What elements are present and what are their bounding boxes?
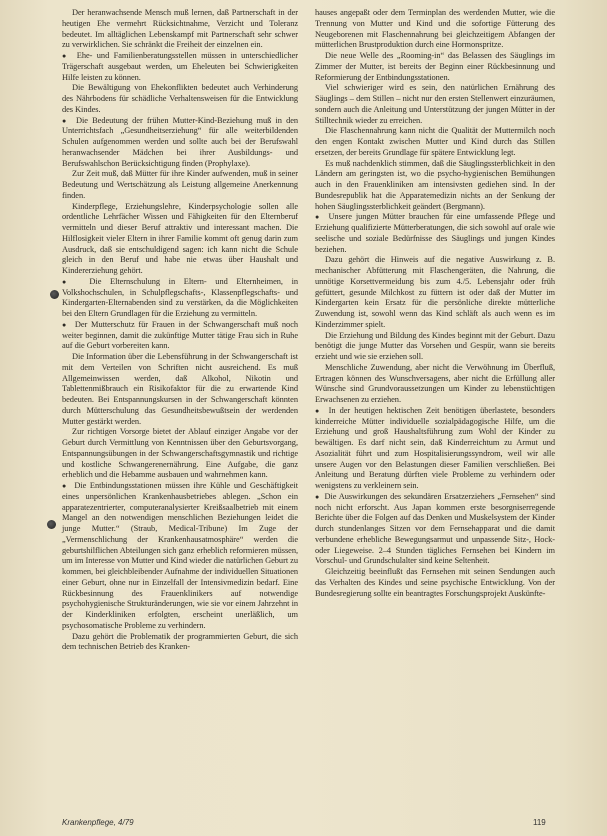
page-number: 119 <box>533 818 546 827</box>
paragraph: Zur Zeit muß, daß Mütter für ihre Kinder aufwenden, muß in seiner Bedeutung und Wertschätzung als Leistung allgemeine Anerkennung finden. <box>62 169 298 200</box>
bullet-paragraph: ● Die Auswirkungen des sekundären Ersatzerziehers „Fernsehen“ sind noch nicht erforscht. Aus Japan kommen erste besorgniserregende Berichte über die Folgen auf das Denken und Muskelsystem der Kinder durch stundenlanges Sitzen vor dem Fernsehapparat und die damit verbundene erhebliche Bewegungsarmut und unpassende Sitz-, Hock- oder Liegeweise. 2–4 Stunden tägliches Fernsehen bei Kindern im Vorschul- und Grundschulalter sind keine Seltenheit. <box>315 492 555 567</box>
paragraph: hauses angepaßt oder dem Terminplan des werdenden Mutter, wie die Trennung von Mutter und Kind und die sofortige Fütterung des Neugeborenen mit Flaschennahrung bei gleichzeitigem Abfangen der mütterlichen Brustproduktion durch eine Hormonspritze. <box>315 8 555 50</box>
paragraph: Dazu gehört die Problematik der programmierten Geburt, die sich dem technischen Betrieb des Kranken- <box>62 631 298 652</box>
paragraph: Die Bewältigung von Ehekonflikten bedeutet auch Verhinderung des Nährbodens für schädliche Verhaltensweisen für die Entwicklung des Kindes. <box>62 83 298 114</box>
paragraph: Zur richtigen Vorsorge bietet der Ablauf einziger Angabe vor der Geburt durch Vermittlung von Kenntnissen über den Geburtsvorgang, Entspannungsübungen in der Schwangerschaftsgymnastik und richtige und kostliche Schwangerenernährung. Eine Aufgabe, die ganz erheblich und die Hebamme ausbauen und wahrnehmen kann. <box>62 427 298 480</box>
binder-hole-icon <box>50 290 59 299</box>
paragraph: Viel schwieriger wird es sein, den natürlichen Ernährung des Säuglings – dem Stillen – nicht nur den ersten Stellenwert einzuräumen, sondern auch die Anleitung und Unterstützung der jungen Mütter in der Stilltechnik wieder zu erreichen. <box>315 83 555 125</box>
journal-reference: Krankenpflege, 4/79 <box>62 818 134 827</box>
paragraph: Dazu gehört die Hinweis auf die negative Auswirkung z. B. mechanischer Abfütterung mit Flaschengeräten, die Nahrung, die unnötige Korsettvermeidung bis zum 4./5. Lebensjahr oder früh gefüttert, gesunde Milchkost zu füttern ist oder daß der Mutter im Kindergarten kein Ersatz für die persönliche direkte mütterliche Zuwendung ist, sowohl wenn das Kind schläft als auch wenn es im Kinderzimmer spielt. <box>315 255 555 329</box>
paragraph: Es muß nachdenklich stimmen, daß die Säuglingssterblichkeit in den Ländern am geringsten ist, wo die psycho-hygienischen Bemühungen auch in den Frauenkliniken am intensivsten gediehen sind. In der Bundesrepublik hat die Apparatemedizin nichts an der Senkung der hohen Säuglingssterblichkeit geändert (Bergmann). <box>315 158 555 211</box>
bullet-paragraph: ● Die Bedeutung der frühen Mutter-Kind-Beziehung muß in den Unterrichtsfach „Gesundheitserziehung“ für alle weiterbildenden Schulen aufgenommen werden und sollte auch bei der Berufswahl heranwachsender Mädchen bei ihrer Ausbildungs- und Berufswahlschon Berücksichtigung finden (Prophylaxe). <box>62 116 298 170</box>
paragraph: Menschliche Zuwendung, aber nicht die Verwöhnung im Überfluß, Ertragen können des Wunschversagens, aber nicht die Erfüllung aller Wünsche sind Grundvoraussetzungen um Kinder zu lebenstüchtigen Erwachsenen zu erziehen. <box>315 362 555 404</box>
paragraph: Gleichzeitig beeinflußt das Fernsehen mit seinen Sendungen auch das Verhalten des Kindes und seine psychische Entwicklung. Von der Bundesregierung sollte ein beantragtes Forschungsprojekt Auskünfte- <box>315 567 555 598</box>
bullet-paragraph: ● Der Mutterschutz für Frauen in der Schwangerschaft muß noch weiter beginnen, damit die zukünftige Mutter tätige Frau sich in Ruhe auf die Geburt vorbereiten kann. <box>62 320 298 352</box>
binder-hole-icon <box>47 520 56 529</box>
paragraph: Die Flaschennahrung kann nicht die Qualität der Muttermilch noch den engen Kontakt zwischen Mutter und Kind durch das Stillen ersetzen, der bereits Grundlage für spätere Entwicklung legt. <box>315 126 555 157</box>
bullet-paragraph: ● Die Elternschulung in Eltern- und Elternheimen, in Volkshochschulen, in Schulpflegschafts-, Klassenpflegschafts- und Kindergarten-Elternabenden sind zu verstärken, da die Möglichkeiten bei den Eltern Grundlagen für die Erziehung zu vermitteln. <box>62 277 298 320</box>
bullet-paragraph: ● Die Entbindungsstationen müssen ihre Kühle und Geschäftigkeit eines unpersönlichen Krankenhausbetriebes ablegen. „Schon ein apparatezentrierter, computeranalysierter Kreißsaalbetrieb mit einem Mangel an den notwendigen menschlichen Beziehungen leidet die junge Mutter.“ (Straub, Medical-Tribune) Im Zuge der „Vermenschlichung der Krankenhausatmosphäre“ werden die geburtshilflichen Abteilungen sich ganz erheblich reformieren müssen, um im Interesse von Mutter und Kind wieder die natürlichen Geburt zu kommen, bei gleichbleibender Aufnahme der individuellen Situationen einer Geburt, ohne nur in Einzelfall der Intensivmedizin bedarf. Eine Rückbesinnung des Frauenklinikers auf notwendige psychohygienische Strukturänderungen, wie sie vor einem Jahrzehnt in der Kinderkliniken erfolgten, erscheint unerläßlich, um psychosomatische Probleme zu verhindern. <box>62 481 298 632</box>
paragraph: Kinderpflege, Erziehungslehre, Kinderpsychologie sollen alle ordentliche Lehrfächer Wissen und Fähigkeiten für den Elternberuf vermitteln und dieser Beruf attraktiv und interessant machen. Die Hilflosigkeit vieler Eltern in ihrer Familie kommt oft genug darin zum Ausdruck, daß sie entschuldigend sagen: ich kann nicht die Schule gleich in den Beruf und habe nie etwas über Haushalt und Kindererziehung gehört. <box>62 201 298 275</box>
bullet-paragraph: ● Ehe- und Familienberatungsstellen müssen in unterschiedlicher Trägerschaft ausgebaut werden, um Eheleuten bei Schwierigkeiten Hilfe leisten zu können. <box>62 51 298 83</box>
left-text-column <box>62 8 298 653</box>
paragraph: Die neue Welle des „Rooming-in“ das Belassen des Säuglings im Zimmer der Mutter, ist bereits der Beginn einer Rückbesinnung und Reformierung der Entbindungsstationen. <box>315 51 555 82</box>
bullet-paragraph: ● Unsere jungen Mütter brauchen für eine umfassende Pflege und Erziehung qualifizierte Mütterberatungen, die sich sowohl auf orale wie seelische und soziale Bedürfnisse des Säuglings und jungen Kindes beziehen. <box>315 212 555 255</box>
paragraph: Der heranwachsende Mensch muß lernen, daß Partnerschaft in der heutigen Ehe vermehrt Rücksichtnahme, Verzicht und Toleranz bedeutet. Im alltäglichen Lebenskampf mit Partnerschaft sehr schwer zu verwirklichen. Sie schränkt die Freiheit der einzelnen ein. <box>62 8 298 50</box>
paragraph: Die Erziehung und Bildung des Kindes beginnt mit der Geburt. Dazu benötigt die junge Mutter das Vorsehen und Gespür, wann sie bereits erzieht und wie sie erziehen soll. <box>315 330 555 361</box>
bullet-paragraph: ● In der heutigen hektischen Zeit benötigen überlastete, besonders kinderreiche Mütter individuelle sozialpädagogische Hilfe, um die Erziehung und groß Haushaltsführung zum Wohl der Kinder zu bewältigen. Es darf nicht sein, daß Kinderreichtum zu Armut und Asozialität führt und zum Hospitalisierungssyndrom, weil wir alle unsere Augen vor den Belastungen dieser Familien verschließen. Bei Anleitung und Beratung dürften viele Probleme zu verhindern oder wenigstens zu verkleinern sein. <box>315 406 555 492</box>
paragraph: Die Information über die Lebensführung in der Schwangerschaft ist mit dem Verteilen von Schriften nicht ausreichend. Es muß Allgemeinwissen werden, daß Alkohol, Nikotin und Tablettenmißbrauch ein Risikofaktor für die zu erwartende Kind bedeuten. Bei Entspannungskursen in der Schwangerschaft könnten durch Mütterschulung das Gesundheitsbewußtsein der werdenden Mutter gestärkt werden. <box>62 352 298 426</box>
right-text-column <box>315 8 555 599</box>
